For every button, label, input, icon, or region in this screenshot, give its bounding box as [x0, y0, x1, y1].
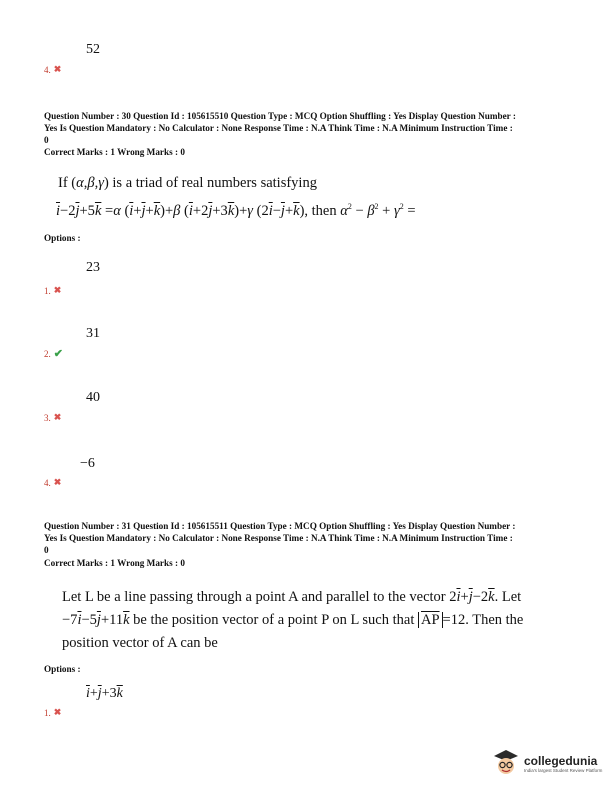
logo-name: collegedunia	[524, 753, 598, 768]
question-meta	[44, 110, 574, 146]
cross-icon: ✖	[53, 477, 62, 487]
option-number-label: 4.	[44, 477, 51, 488]
option-value: $\overline{i}+\overline{j}+3\overline{k}$	[86, 686, 123, 701]
option-number-label: 2.	[44, 348, 51, 359]
meta-line: 0	[44, 545, 49, 555]
marks-line: Correct Marks : 1 Wrong Marks : 0	[44, 147, 185, 157]
mascot-icon	[492, 748, 520, 778]
stem-line: position vector of A can be	[62, 635, 218, 651]
check-icon: ✔	[53, 348, 63, 360]
option-number-label: 1.	[44, 707, 51, 718]
options-label: Options :	[44, 233, 81, 243]
collegedunia-logo	[492, 748, 602, 778]
meta-line: 0	[44, 135, 49, 145]
marks-line: Correct Marks : 1 Wrong Marks : 0	[44, 558, 185, 568]
question-stem	[62, 586, 562, 655]
option-number	[44, 477, 61, 488]
meta-line: Question Number : 31 Question Id : 105615511 Question Type : MCQ Option Shuffling : Yes Display Question Number :	[44, 521, 516, 531]
stem-line: $-7\overline{i}-5\overline{j}+11\overline{k}$ be the position vector of a point P on L such that $\overline{AP} =12$. Then the	[62, 612, 524, 628]
stem-text: =12. Then the	[442, 612, 524, 628]
meta-line: Question Number : 30 Question Id : 105615510 Question Type : MCQ Option Shuffling : Yes Display Question Number :	[44, 111, 516, 121]
logo-tagline: India's largest Student Review Platform	[524, 767, 603, 773]
option-value: 52	[86, 42, 100, 57]
option-value: 23	[86, 260, 100, 275]
cross-icon: ✖	[53, 707, 62, 717]
cross-icon: ✖	[53, 64, 62, 74]
option-value: 40	[86, 390, 100, 405]
stem-text: Let L be a line passing through a point A and parallel to the vector	[62, 589, 446, 605]
stem-text: be the position vector of a point P on L such that	[133, 612, 415, 628]
option-number-label: 1.	[44, 285, 51, 296]
stem-line: Let L be a line passing through a point A and parallel to the vector $2\overline{i}+\overline{j}-2\overline{k}$. Let	[62, 589, 522, 605]
option-number	[44, 412, 61, 423]
option-number	[44, 347, 63, 360]
option-number-label: 3.	[44, 412, 51, 423]
option-number	[44, 285, 61, 296]
cross-icon: ✖	[53, 412, 62, 422]
question-equation: $\overline{i}-2\overline{j}+5\overline{k} =\alpha$ $(\overline{i}+\overline{j}+\overline{k})+\beta$ $(\overline{i}+2\overline{j}+3\overline{k})+\gamma$ $(2\overline{i}-\overline{j}+\overline{k})$, then $\alpha^2 - \beta^2 + \gamma^2$ =	[56, 202, 416, 219]
stem-text: . Let	[494, 589, 522, 605]
option-value: −6	[80, 456, 95, 471]
cross-icon: ✖	[53, 285, 62, 295]
option-number	[44, 707, 61, 718]
meta-line: Yes Is Question Mandatory : No Calculator : None Response Time : N.A Think Time : N.A Minimum Instruction Time :	[44, 533, 513, 543]
option-number	[44, 64, 61, 75]
question-stem-intro: If (α,β,γ) is a triad of real numbers satisfying	[58, 175, 317, 191]
meta-line: Yes Is Question Mandatory : No Calculator : None Response Time : N.A Think Time : N.A Minimum Instruction Time :	[44, 123, 513, 133]
options-label: Options :	[44, 664, 81, 674]
option-value: 31	[86, 326, 100, 341]
option-number-label: 4.	[44, 64, 51, 75]
question-meta	[44, 520, 574, 556]
